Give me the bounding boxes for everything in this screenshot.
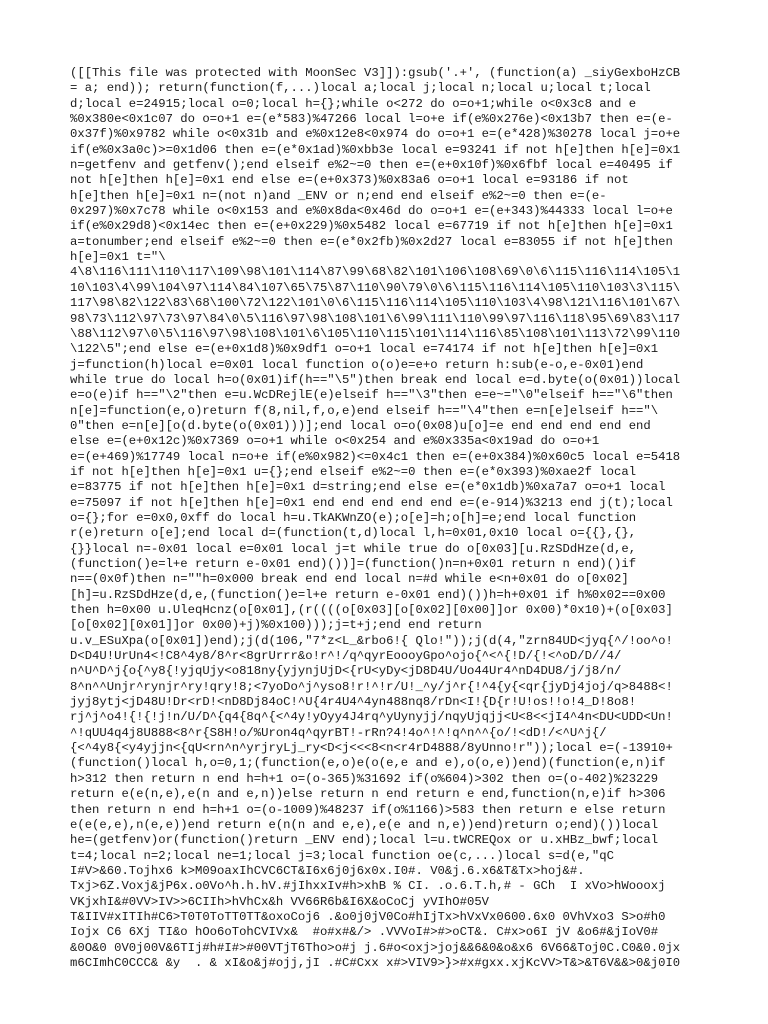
code-line: n==(0x0f)then n=""h=0x000 break end end local n=#d while e<n+0x01 do o[0x02] — [70, 572, 629, 587]
code-line: while true do local h=o(0x01)if(h=="\5")then break end local e=d.byte(o(0x01))local — [70, 372, 681, 387]
code-line: 0x37f)%0x9782 while o<0x31b and e%0x12e8<0x974 do o=o+1 e=(e*428)%30278 local j=o+e — [70, 127, 681, 142]
code-line: 0x297)%0x7c78 while o<0x153 and e%0x8da<0x46d do o=o+1 e=(e+343)%44333 local l=o+e — [70, 204, 673, 219]
code-line: o={};for e=0x0,0xff do local h=u.TkAKWnZO(e);o[e]=h;o[h]=e;end local function — [70, 510, 637, 525]
code-line: e=(e+469)%17749 local n=o+e if(e%0x982)<=0x4c1 then e=(e+0x384)%0x60c5 local e=5418 — [70, 449, 681, 464]
code-line: ([[This file was protected with MoonSec V3]]):gsub('.+', (function(a) _siyGexboHzCB — [70, 66, 681, 80]
code-line: m6CImhC0CCC& &y . & xI&o&j#ojj,jI .#C#Cxx x#>VIV9>}>#x#gxx.xjKcVV>T&>&T6V&&>0&j0I0 — [70, 955, 681, 970]
code-line: e=o(e)if h=="\2"then e=u.WcDRejlE(e)elseif h=="\3"then e=e~="\0"elseif h=="\6"then — [70, 388, 673, 403]
code-line: then return n end h=h+1 o=(o-1009)%48237 if(o%1166)>583 then return e else return — [70, 802, 666, 817]
code-line: jyj8ytj<jD48U!Dr<rD!<nD8Dj84oC!^U{4r4U4^4yn488nq8/rDn<I!{D{r!U!os!!o!4_D!8o8! — [70, 695, 637, 710]
code-line: [o[0x02][0x01]]or 0x00)+j)%0x100)));j=t+j;end end return — [70, 618, 482, 633]
code-line: h[e]=0x1 t="\ — [70, 250, 166, 265]
code-line: (function()e=l+e return e-0x01 end)())]=(function()n=n+0x01 return n end)()if — [70, 557, 637, 571]
code-line: 8^n^^Unjr^rynjr^ry!qry!8;<7yoDo^j^yso8!r!^!r/U!_^y/j^r{!^4{y{<qr{jyDj4joj/q>8488<! — [70, 679, 673, 694]
code-line: VKjxhI&#0VV>IV>>6CIIh>hVhCx&h VV66R6b&I6X&oCoCj yVIhO#05V — [70, 894, 490, 909]
code-line: D<D4U!UrUn4<!C8^4y8/8^r<8grUrrr&o!r^!/q^qyrEoooyGpo^ojo{^<^{!D/{!<^oD/D//4/ — [70, 649, 622, 664]
obfuscated-lua-code — [70, 66, 702, 971]
code-line: j=function(h)local e=0x01 local function o(o)e=e+o return h:sub(e-o,e-0x01)end — [70, 357, 644, 372]
code-line: %0x380e<0x1c07 do o=o+1 e=(e*583)%47266 local l=o+e if(e%0x276e)<0x13b7 then e=(e- — [70, 112, 673, 127]
code-line: t=4;local n=2;local ne=1;local j=3;local function oe(c,...)local s=d(e,"qC — [70, 848, 614, 863]
code-line: n[e]=function(e,o)return f(8,nil,f,o,e)end elseif h=="\4"then e=n[e]elseif h=="\ — [70, 403, 659, 418]
code-line: = a; end)); return(function(f,...)local a;local j;local n;local u;local t;local — [70, 81, 651, 96]
code-line: \122\5";end else e=(e+0x1d8)%0x9df1 o=o+1 local e=74174 if not h[e]then h[e]=0x1 — [70, 342, 659, 357]
code-line: 0"then e=n[e][o(d.byte(o(0x01)))];end local o=o(0x08)u[o]=e end end end end end — [70, 418, 651, 433]
code-line: e(e(e,e),n(e,e))end return e(n(n and e,e),e(e and n,e))end)return o;end)())local — [70, 817, 659, 832]
code-line: (function()local h,o=0,1;(function(e,o)e(o(e,e and e),o(o,e))end)(function(e,n)if — [70, 756, 666, 771]
code-line: 10\103\4\99\104\97\114\84\107\65\75\87\110\90\79\0\6\115\116\114\105\110\103\3\115\ — [70, 280, 681, 295]
code-line: \88\112\97\0\5\116\97\98\108\101\6\105\110\115\101\114\116\85\108\101\113\72\99\110 — [70, 326, 681, 341]
code-line: 117\98\82\122\83\68\100\72\122\101\0\6\115\116\114\105\110\103\4\98\121\116\101\67\ — [70, 296, 681, 311]
code-line: d;local e=24915;local o=0;local h={};while o<272 do o=o+1;while o<0x3c8 and e — [70, 96, 637, 111]
code-line: return e(e(n,e),e(n and e,n))else return n end return e end,function(n,e)if h>306 — [70, 787, 666, 802]
code-line: Txj>6Z.Voxj&jP6x.o0Vo^h.h.hV.#jIhxxIv#h>xhB % CI. .o.6.T.h,# - GCh I xVo>hWoooxj — [70, 879, 666, 894]
code-line: then h=0x00 u.UleqHcnz(o[0x01],(r((((o[0x03][o[0x02][0x00]]or 0x00)*0x10)+(o[0x03] — [70, 603, 673, 618]
code-line: n^U^D^j{o{^y8{!yjqUjy<o818ny{yjynjUjD<{rU<yDy<jD8D4U/Uo44Ur4^nD4DU8/j/j8/n/ — [70, 664, 622, 679]
code-line: he=(getfenv)or(function()return _ENV end);local l=u.tWCREQox or u.xHBz_bwf;local — [70, 833, 659, 848]
code-line: &0O&0 0V0j00V&6TIj#h#I#>#00VTjT6Tho>o#j j.6#o<oxj>joj&&6&0&o&x6 6V66&Toj0C.C0&0.0jx — [70, 940, 681, 955]
code-line: 98\73\112\97\73\97\84\0\5\116\97\98\108\101\6\99\111\110\99\97\116\118\95\69\83\117 — [70, 311, 681, 326]
code-line: [h]=u.RzSDdHze(d,e,(function()e=l+e return e-0x01 end)())h=h+0x01 if h%0x02==0x00 — [70, 587, 666, 602]
code-line: h>312 then return n end h=h+1 o=(o-365)%31692 if(o%604)>302 then o=(o-402)%23229 — [70, 771, 659, 786]
code-line: a=tonumber;end elseif e%2~=0 then e=(e*0x2fb)%0x2d27 local e=83055 if not h[e]then — [70, 234, 673, 249]
document-page — [70, 66, 702, 971]
code-line: if not h[e]then h[e]=0x1 u={};end elseif e%2~=0 then e=(e*0x393)%0xae2f local — [70, 464, 637, 479]
code-line: not h[e]then h[e]=0x1 end else e=(e+0x373)%0x83a6 o=o+1 local e=93186 if not — [70, 173, 629, 188]
code-line: I#V>&60.Tojhx6 k>M09oaxIhCVC6CT&I6x6j0j6x0x.I0#. V0&j.6.x6&T&Tx>hoj&#. — [70, 863, 585, 878]
code-line: u.v_ESuXpa(o[0x01])end);j(d(106,"7*z<L_&rbo6!{ Qlo!"));j(d(4,"zrn84UD<jyq{^/!oo^o! — [70, 633, 673, 648]
code-line: 4\8\116\111\110\117\109\98\101\114\87\99\68\82\101\106\108\69\0\6\115\116\114\105\1 — [70, 265, 681, 280]
code-line: if(e%0x29d8)<0x14ec then e=(e+0x229)%0x5482 local e=67719 if not h[e]then h[e]=0x1 — [70, 219, 673, 234]
code-line: rj^j^o4!{!{!j!n/U/D^{q4{8q^{<^4y!yOyy4J4rq^yUynyjj/nqyUjqjj<U<8<<jI4^4n<DU<UDD<Un! — [70, 710, 673, 725]
code-line: T&IIV#xITIh#C6>T0T0ToTT0TT&oxoCoj6 .&o0j0jV0Co#hIjTx>hVxVx0600.6x0 0VhVxo3 S>o#h0 — [70, 909, 666, 924]
code-line: n=getfenv and getfenv();end elseif e%2~=0 then e=(e+0x10f)%0x6fbf local e=40495 if — [70, 158, 673, 173]
code-line: h[e]then h[e]=0x1 n=(not n)and _ENV or n;end end elseif e%2~=0 then e=(e- — [70, 188, 607, 203]
code-line: e=75097 if not h[e]then h[e]=0x1 end end end end end e=(e-914)%3213 end j(t);local — [70, 495, 673, 510]
code-line: if(e%0x3a0c)>=0x1d06 then e=(e*0x1ad)%0xbb3e local e=93241 if not h[e]then h[e]=0x1 — [70, 142, 681, 157]
code-line: e=83775 if not h[e]then h[e]=0x1 d=string;end else e=(e*0x1db)%0xa7a7 o=o+1 local — [70, 480, 666, 495]
code-line: else e=(e+0x12c)%0x7369 o=o+1 while o<0x254 and e%0x335a<0x19ad do o=o+1 — [70, 434, 600, 449]
code-line: {}}local n=-0x01 local e=0x01 local j=t while true do o[0x03][u.RzSDdHze(d,e, — [70, 541, 637, 556]
code-line: r(e)return o[e];end local d=(function(t,d)local l,h=0x01,0x10 local o={{},{}, — [70, 526, 637, 541]
code-line: {<^4y8{<y4yjjn<{qU<rn^n^yrjryLj_ry<D<j<<<8<n<r4rD4888/8yUnno!r"));local e=(-13910+ — [70, 741, 673, 756]
code-line: ^!qUU4q4j8U888<8^r{S8H!o/%Uron4q^qyrBT!-rRn?4!4o^!^!q^n^^{o/!<dD!/<^U^j{/ — [70, 725, 607, 740]
code-line: Iojx C6 6Xj TI&o hOo6oTohCVIVx& #o#x#&/> .VVVoI#>#>oCT&. C#x>o6I jV &o6#&jIoV0# — [70, 925, 659, 940]
